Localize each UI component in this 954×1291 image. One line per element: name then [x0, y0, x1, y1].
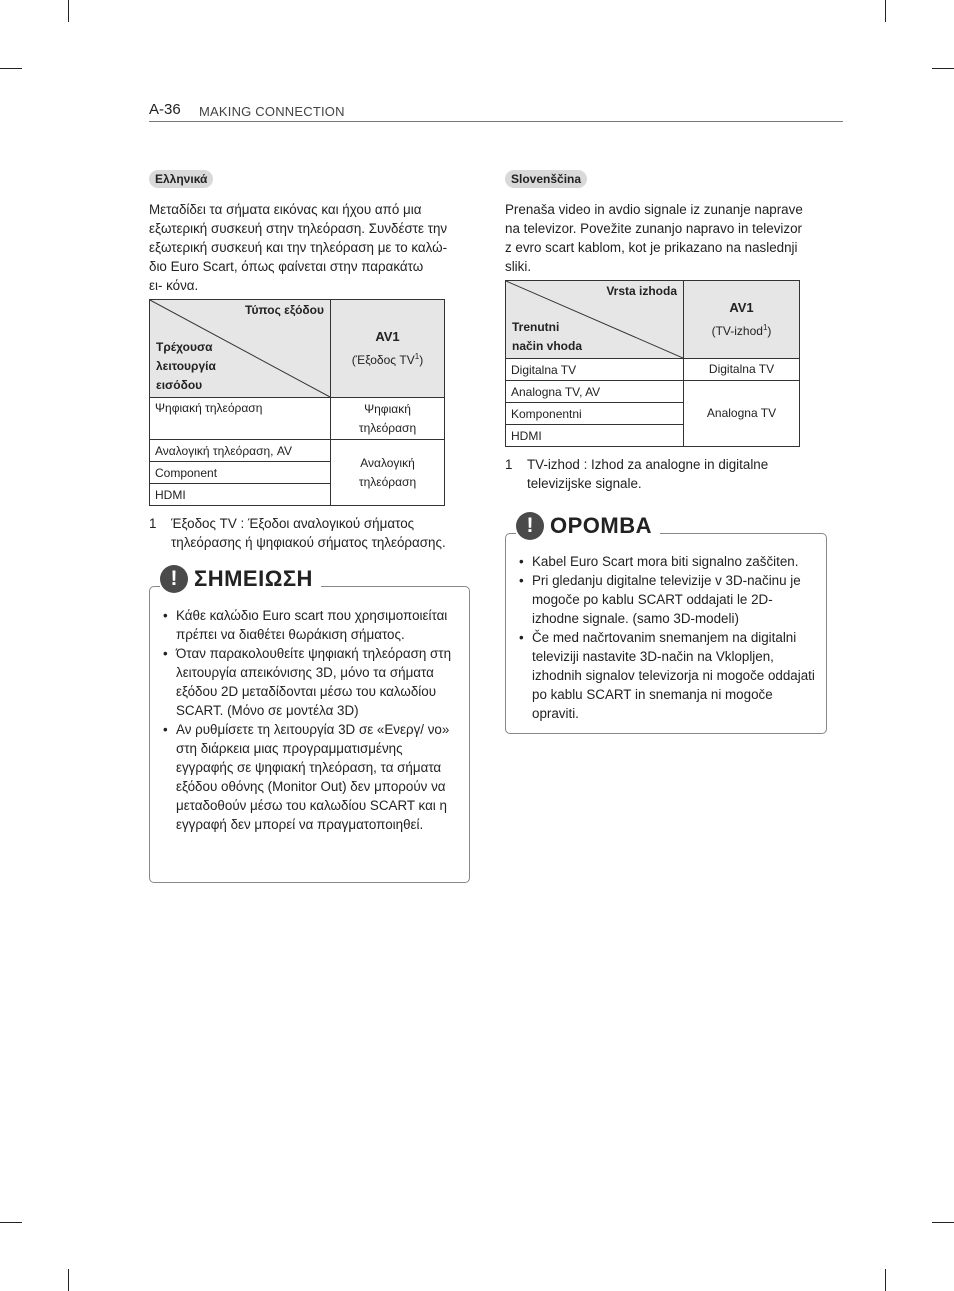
connection-table: [149, 299, 445, 506]
page-number: A-36: [149, 101, 181, 118]
av1-label: AV1: [729, 300, 754, 315]
note-item: • Κάθε καλώδιο Euro scart που χρησιμοποιείται πρέπει να διαθέτει θωράκιση σήματος.: [163, 606, 459, 644]
footnote: [505, 455, 829, 493]
crop-mark: [0, 1222, 22, 1223]
analog-output-cell: Αναλογική τηλεόραση: [331, 440, 445, 506]
crop-mark: [885, 1269, 886, 1291]
crop-mark: [885, 0, 886, 22]
footnote-marker: 1: [414, 352, 420, 361]
input-mode-header: Trenutni način vhoda: [512, 320, 583, 353]
av1-sub: (Έξοδος TV: [351, 353, 415, 367]
note-title: OPOMBA: [550, 513, 652, 538]
av1-header: AV1 (TV-izhod$^1$): [684, 281, 800, 359]
note-header: [160, 565, 321, 593]
output-type-header: Vrsta izhoda: [606, 284, 677, 298]
footnote-number: 1: [149, 516, 157, 531]
connection-table: [505, 280, 800, 447]
table-row-label: Ψηφιακή τηλεόραση: [150, 398, 331, 440]
greek-column: [149, 170, 471, 552]
note-item: • Pri gledanju digitalne televizije v 3D-načinu je mogoče po kablu SCART oddajati le 2D-izhodne signale. (samo 3D-modeli): [519, 571, 817, 628]
crop-mark: [932, 1222, 954, 1223]
table-row-label: Component: [150, 462, 331, 484]
table-corner-cell: [150, 300, 331, 398]
av1-sub: (TV-izhod: [711, 324, 763, 338]
crop-mark: [932, 68, 954, 69]
footnote-number: 1: [505, 457, 513, 472]
language-label: Ελληνικά: [149, 170, 213, 188]
input-mode-header: Τρέχουσα λειτουργία εισόδου: [156, 340, 216, 392]
note-list: [163, 606, 459, 834]
footnote: [149, 514, 471, 552]
analog-output-cell: Analogna TV: [684, 381, 800, 447]
exclamation-icon: !: [160, 565, 188, 593]
note-item: • Če med načrtovanim snemanjem na digitalni televiziji nastavite 3D-način na Vklopljen, izhodnih signalov televizorja ni mogoče oddajati po kablu SCART in snemanja ni mogoče opraviti.: [519, 628, 817, 723]
crop-mark: [0, 68, 22, 69]
table-row-label: Analogna TV, AV: [506, 381, 684, 403]
footnote-text: TV-izhod : Izhod za analogne in digitalne televizijske signale.: [527, 457, 769, 491]
av1-header: AV1 (Έξοδος $TV^1$): [331, 300, 445, 398]
crop-mark: [68, 0, 69, 22]
note-title: ΣΗΜΕΙΩΣΗ: [194, 566, 313, 591]
intro-text: Μεταδίδει τα σήματα εικόνας και ήχου από μια εξωτερική συσκευή στην τηλεόραση. Συνδέστε την εξωτερική συσκευή και την τηλεόραση με το καλώ- διο Euro Scart, όπως φαίνεται στην παρακάτω ει- κόνα.: [149, 202, 448, 293]
exclamation-icon: !: [516, 512, 544, 540]
page-header: [149, 101, 843, 122]
table-row-label: Αναλογική τηλεόραση, AV: [150, 440, 331, 462]
intro-text: Prenaša video in avdio signale iz zunanje naprave na televizor. Povežite zunanjo napravo in televizor z evro scart kablom, kot je prikazano na naslednji sliki.: [505, 202, 803, 274]
crop-mark: [68, 1269, 69, 1291]
output-type-header: Τύπος εξόδου: [245, 303, 324, 317]
language-label: Slovenščina: [505, 170, 587, 188]
note-list: [519, 552, 817, 723]
note-item: • Kabel Euro Scart mora biti signalno zaščiten.: [519, 552, 817, 571]
note-box-slovenian: [505, 513, 827, 734]
digital-output-cell: Ψηφιακή τηλεόραση: [331, 398, 445, 440]
table-row-label: HDMI: [506, 425, 684, 447]
table-corner-cell: [506, 281, 684, 359]
note-box-greek: [149, 566, 470, 883]
note-header: [516, 512, 660, 540]
slovenian-column: [505, 170, 829, 493]
table-row-label: Komponentni: [506, 403, 684, 425]
table-row-label: HDMI: [150, 484, 331, 506]
table-row-label: Digitalna TV: [506, 359, 684, 381]
footnote-marker: 1: [762, 323, 768, 332]
av1-label: AV1: [375, 329, 400, 344]
footnote-text: Έξοδος TV : Έξοδοι αναλογικού σήματος τηλεόρασης ή ψηφιακού σήματος τηλεόρασης.: [171, 516, 446, 550]
note-item: • Όταν παρακολουθείτε ψηφιακή τηλεόραση στη λειτουργία απεικόνισης 3D, μόνο τα σήματα εξόδου 2D μεταδίδονται μέσω του καλωδίου SCART. (Μόνο σε μοντέλα 3D): [163, 644, 459, 720]
note-item: • Αν ρυθμίσετε τη λειτουργία 3D σε «Ενεργ/ νο» στη διάρκεια μιας προγραμματισμένης εγγραφής σε ψηφιακή τηλεόραση, τα σήματα εξόδου οθόνης (Monitor Out) δεν μπορούν να μεταδοθούν μέσω του καλωδίου SCART και η εγγραφή δεν μπορεί να πραγματοποιηθεί.: [163, 720, 459, 834]
section-title: MAKING CONNECTION: [199, 104, 345, 119]
digital-output-cell: Digitalna TV: [684, 359, 800, 381]
